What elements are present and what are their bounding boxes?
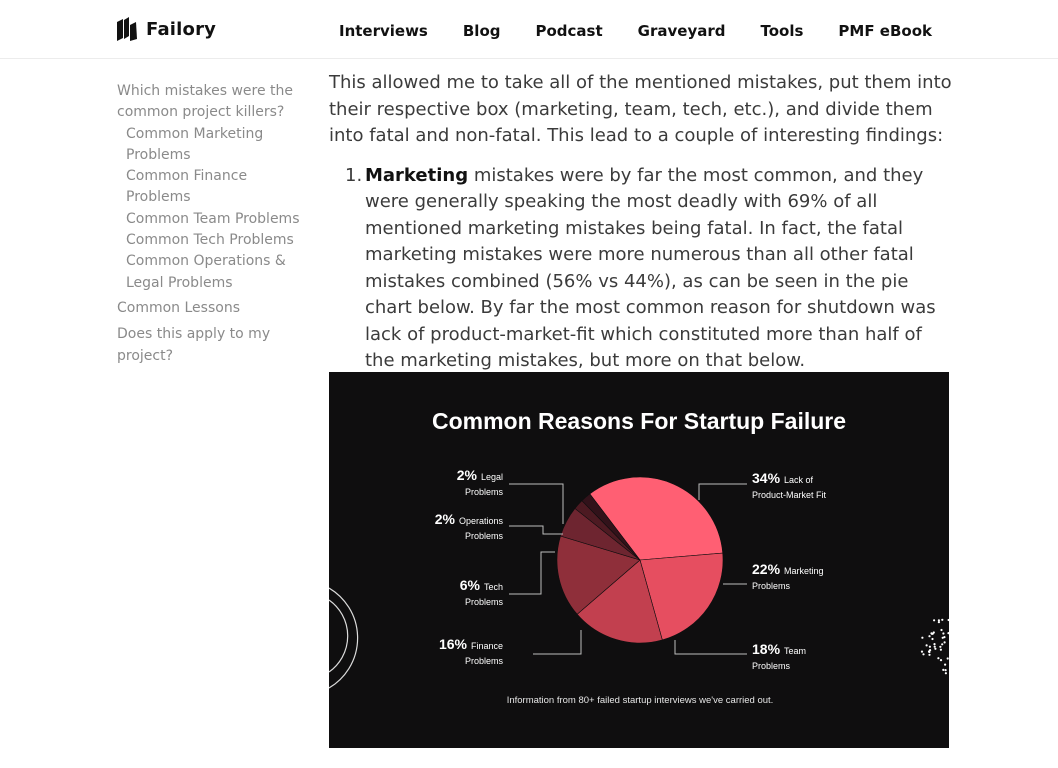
decorative-dot <box>929 649 931 651</box>
slice-label-line1: 22% Marketing <box>752 561 824 577</box>
nav-pmf-ebook[interactable]: PMF eBook <box>838 22 932 40</box>
decorative-dot <box>937 657 939 659</box>
findings-list <box>329 163 954 375</box>
leader-line-legal <box>509 484 563 524</box>
logo-icon <box>116 16 138 42</box>
slice-label-line1: 2% Operations <box>434 511 503 527</box>
slice-label-line2: Problems <box>752 581 791 591</box>
list-item <box>345 163 954 375</box>
decorative-arc-inner <box>329 600 348 672</box>
decorative-dots <box>921 619 949 675</box>
slice-label-line2: Problems <box>464 656 503 666</box>
slice-label-line1: 16% Finance <box>438 636 503 652</box>
decorative-dot <box>942 669 944 671</box>
slice-label-line1: 18% Team <box>752 641 807 657</box>
decorative-dot <box>928 651 930 653</box>
leader-line-team <box>675 640 747 654</box>
nav-podcast[interactable]: Podcast <box>535 22 603 40</box>
decorative-dot <box>942 632 944 634</box>
list-number: 1. <box>345 164 363 186</box>
decorative-dot <box>933 619 935 621</box>
decorative-dot <box>947 632 949 634</box>
decorative-dot <box>941 643 943 645</box>
logo-text: Failory <box>146 18 217 40</box>
site-header <box>0 0 1058 59</box>
toc-item-does-this-apply[interactable]: Does this apply to my project? <box>117 326 271 364</box>
toc-subitem-marketing[interactable]: Common Marketing Problems <box>126 125 264 163</box>
nav-graveyard[interactable]: Graveyard <box>637 22 726 40</box>
decorative-dot <box>947 657 949 659</box>
decorative-dot <box>931 638 933 640</box>
decorative-dot <box>928 635 930 637</box>
slice-label-line2: Product-Market Fit <box>752 490 827 500</box>
slice-label-line2: Problems <box>464 531 503 541</box>
toc-subitem-team[interactable]: Common Team Problems <box>126 210 300 227</box>
decorative-dot <box>934 648 936 650</box>
logo-link[interactable] <box>116 14 216 44</box>
decorative-dot <box>921 637 923 639</box>
slice-label-finance <box>439 636 504 666</box>
list-item-text: mistakes were by far the most common, and they were generally speaking the most deadly with 69% of all mentioned marketing mistakes being fatal. In fact, the fatal marketing mistakes were more numerous than all other fatal mistakes combined (56% vs 44%), as can be seen in the pie chart below. By far the most common reason for shutdown was lack of product-market-fit which constituted more than half of the marketing mistakes, but more on that below. <box>365 164 936 371</box>
decorative-dot <box>939 646 941 648</box>
slice-label-team <box>752 641 806 671</box>
decorative-dot <box>944 641 946 643</box>
leader-line-finance <box>533 630 581 654</box>
decorative-dot <box>934 646 936 648</box>
toc-item-common-lessons[interactable]: Common Lessons <box>117 300 240 317</box>
article-intro-paragraph: This allowed me to take all of the mentioned mistakes, put them into their respective box (marketing, team, tech, etc.), and divide them into fatal and non-fatal. This lead to a couple of interesting findings: <box>329 72 952 146</box>
leader-line-tech <box>509 552 555 594</box>
slice-label-line2: Problems <box>464 597 503 607</box>
decorative-dot <box>929 646 931 648</box>
decorative-dot <box>940 629 942 631</box>
decorative-dot <box>938 619 940 621</box>
decorative-dot <box>921 651 923 653</box>
main-nav <box>339 22 932 40</box>
slice-label-line1: 6% Tech <box>459 577 503 593</box>
decorative-dot <box>926 644 928 646</box>
pie-chart-svg <box>329 372 949 748</box>
decorative-dot <box>945 672 947 674</box>
chart-title: Common Reasons For Startup Failure <box>431 408 847 434</box>
decorative-dot <box>922 653 924 655</box>
slice-label-tech <box>460 577 504 607</box>
decorative-dot <box>945 669 947 671</box>
slice-label-line1: 34% Lack of <box>752 470 814 486</box>
toc-subitem-tech[interactable]: Common Tech Problems <box>126 232 294 249</box>
toc-subitem-operations-legal[interactable]: Common Operations & Legal Problems <box>126 253 286 291</box>
chart-footnote: Information from 80+ failed startup interviews we've carried out. <box>506 695 774 706</box>
slice-label-line2: Problems <box>464 487 503 497</box>
decorative-dot <box>944 664 946 666</box>
slice-label-line1: 2% Legal <box>456 467 503 483</box>
decorative-dot <box>940 649 942 651</box>
slice-label-legal <box>457 467 504 497</box>
nav-blog[interactable]: Blog <box>462 22 501 40</box>
decorative-dot <box>933 631 935 633</box>
nav-tools[interactable]: Tools <box>760 22 804 40</box>
list-item-bold: Marketing <box>365 164 469 186</box>
table-of-contents <box>117 81 303 367</box>
decorative-dot <box>942 637 944 639</box>
slice-label-operations <box>435 511 504 541</box>
toc-subitem-finance[interactable]: Common Finance Problems <box>126 168 248 206</box>
leader-line-lack-of <box>699 484 747 500</box>
pie-chart-figure <box>329 372 949 748</box>
leader-line-operations <box>509 526 563 534</box>
decorative-dot <box>930 632 932 634</box>
decorative-dot <box>940 659 942 661</box>
decorative-dot <box>941 619 943 621</box>
slice-label-lack-of <box>752 470 827 500</box>
decorative-dot <box>948 619 950 621</box>
decorative-dot <box>933 643 935 645</box>
article-body <box>329 70 954 375</box>
toc-item-project-killers[interactable]: Which mistakes were the common project killers? <box>117 83 294 121</box>
nav-interviews[interactable]: Interviews <box>338 22 428 40</box>
slice-label-marketing <box>752 561 824 591</box>
pie-slices <box>557 477 723 643</box>
decorative-dot <box>928 654 930 656</box>
slice-label-line2: Problems <box>752 661 791 671</box>
